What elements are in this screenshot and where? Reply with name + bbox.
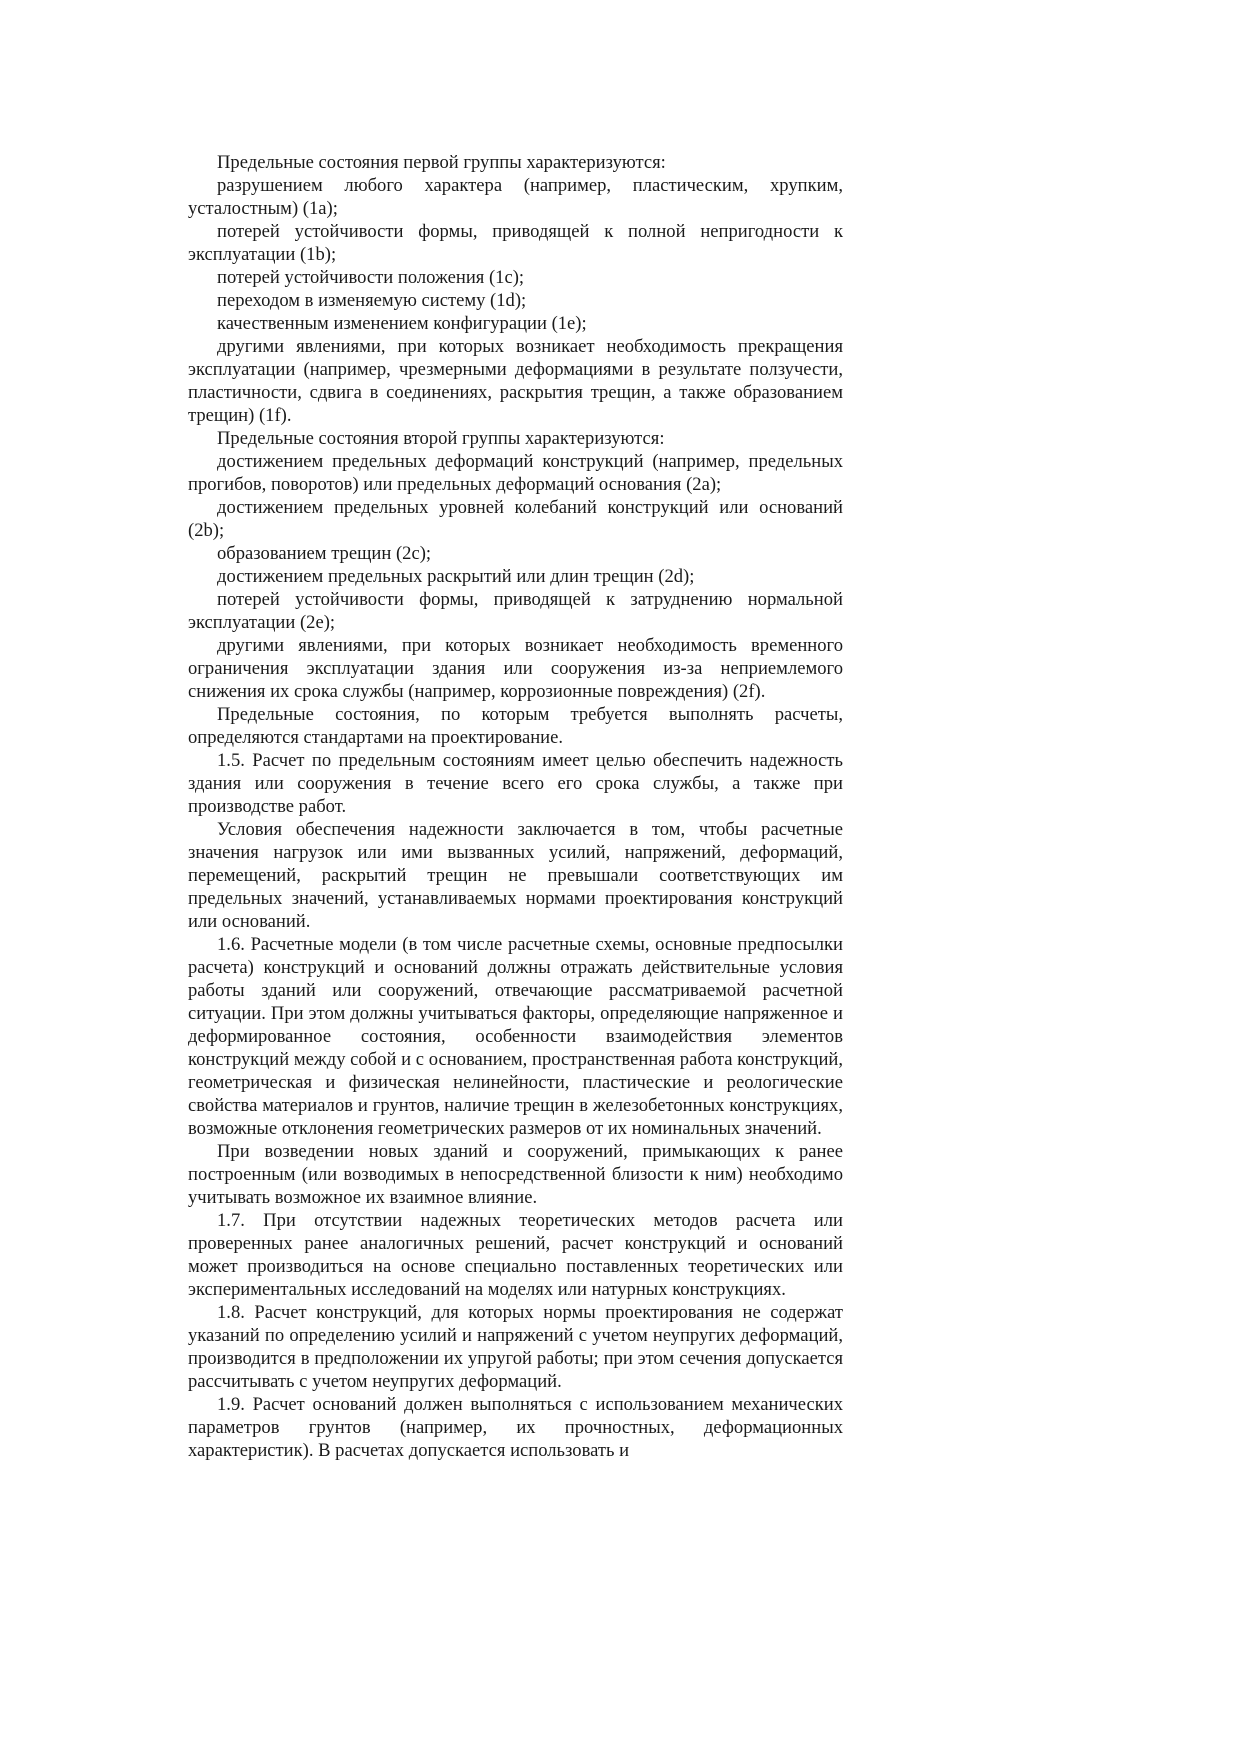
paragraph: переходом в изменяемую систему (1d);: [217, 290, 527, 311]
paragraph: потерей устойчивости положения (1c);: [217, 267, 525, 288]
paragraph: Предельные состояния первой группы характеризуются:: [217, 152, 666, 173]
paragraph: потерей устойчивости формы, приводящей к затруднению нормальной эксплуатации (2e);: [188, 589, 843, 633]
paragraph: качественным изменением конфигурации (1e);: [217, 313, 587, 334]
paragraph: потерей устойчивости формы, приводящей к полной непригодности к эксплуатации (1b);: [188, 221, 843, 265]
paragraph: достижением предельных раскрытий или длин трещин (2d);: [217, 566, 695, 587]
paragraph: разрушением любого характера (например, пластическим, хрупким, усталостным) (1a);: [188, 175, 843, 219]
paragraph: Условия обеспечения надежности заключается в том, чтобы расчетные значения нагрузок или ими вызванных усилий, напряжений, деформаций, перемещений, раскрытий трещин не превышали соответствующих им предельных значений, устанавливаемых нормами проектирования конструкций или оснований.: [188, 819, 843, 932]
paragraph: При возведении новых зданий и сооружений, примыкающих к ранее построенным (или возводимых в непосредственной близости к ним) необходимо учитывать возможное их взаимное влияние.: [188, 1141, 843, 1208]
paragraph: другими явлениями, при которых возникает необходимость временного ограничения эксплуатации здания или сооружения из-за неприемлемого снижения их срока службы (например, коррозионные повреждения) (2f).: [188, 635, 843, 702]
paragraph: 1.9. Расчет оснований должен выполняться с использованием механических параметров грунтов (например, их прочностных, деформационных характеристик). В расчетах допускается использовать и: [188, 1394, 843, 1461]
paragraph: 1.6. Расчетные модели (в том числе расчетные схемы, основные предпосылки расчета) конструкций и оснований должны отражать действительные условия работы зданий или сооружений, отвечающие рассматриваемой расчетной ситуации. При этом должны учитываться факторы, определяющие напряженное и деформированное состояния, особенности взаимодействия элементов конструкций между собой и с основанием, пространственная работа конструкций, геометрическая и физическая нелинейности, пластические и реологические свойства материалов и грунтов, наличие трещин в железобетонных конструкциях, возможные отклонения геометрических размеров от их номинальных значений.: [188, 934, 843, 1139]
paragraph: 1.7. При отсутствии надежных теоретических методов расчета или проверенных ранее аналогичных решений, расчет конструкций и оснований может производиться на основе специально поставленных теоретических или экспериментальных исследований на моделях или натурных конструкциях.: [188, 1210, 843, 1300]
document-body: [188, 151, 843, 1462]
paragraph: другими явлениями, при которых возникает необходимость прекращения эксплуатации (например, чрезмерными деформациями в результате ползучести, пластичности, сдвига в соединениях, раскрытия трещин, а также образованием трещин) (1f).: [188, 336, 843, 426]
paragraph: 1.8. Расчет конструкций, для которых нормы проектирования не содержат указаний по определению усилий и напряжений с учетом неупругих деформаций, производится в предположении их упругой работы; при этом сечения допускается рассчитывать с учетом неупругих деформаций.: [188, 1302, 843, 1392]
paragraph: достижением предельных деформаций конструкций (например, предельных прогибов, поворотов) или предельных деформаций основания (2a);: [188, 451, 843, 495]
paragraph: образованием трещин (2c);: [217, 543, 432, 564]
paragraph: достижением предельных уровней колебаний конструкций или оснований (2b);: [188, 497, 843, 541]
paragraph: Предельные состояния, по которым требуется выполнять расчеты, определяются стандартами на проектирование.: [188, 704, 843, 748]
paragraph: Предельные состояния второй группы характеризуются:: [217, 428, 665, 449]
paragraph: 1.5. Расчет по предельным состояниям имеет целью обеспечить надежность здания или сооружения в течение всего его срока службы, а также при производстве работ.: [188, 750, 843, 817]
